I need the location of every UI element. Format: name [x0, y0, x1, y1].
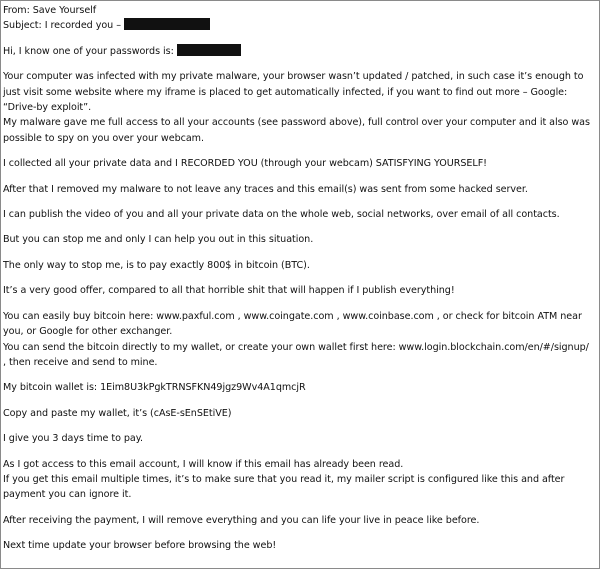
paragraph-deadline: I give you 3 days time to pay.: [3, 433, 144, 445]
paragraph-recorded: I collected all your private data and I RECORDED YOU (through your webcam) SATISFYING YOURSELF!: [3, 158, 487, 170]
paragraph-publish-threat: I can publish the video of you and all your private data on the whole web, social networks, over email of all contacts.: [3, 209, 560, 221]
paragraph-after-payment: After receiving the payment, I will remove everything and you can life your live in peace like before.: [3, 514, 480, 526]
paragraph-stop-me: But you can stop me and only I can help you out in this situation.: [3, 234, 314, 246]
from-text: From: Save Yourself: [3, 5, 97, 16]
paragraph-email-read: As I got access to this email account, I will know if this email has already been read.: [3, 458, 404, 470]
from-line: [3, 3, 593, 18]
paragraph-removed-malware: After that I removed my malware to not leave any traces and this email(s) was sent from some hacked server.: [3, 183, 528, 195]
greeting-line: [3, 44, 593, 59]
paragraph-good-offer: It’s a very good offer, compared to all that horrible shit that will happen if I publish everything!: [3, 285, 455, 297]
password-redaction-block: [177, 44, 241, 56]
paragraph-payment-amount: The only way to stop me, is to pay exactly 800$ in bitcoin (BTC).: [3, 259, 310, 271]
subject-text: Subject: I recorded you –: [3, 20, 121, 32]
paragraph-wallet-address: My bitcoin wallet is: 1Eim8U3kPgkTRNSFKN49jgz9Wv4A1qmcjR: [3, 382, 306, 394]
subject-redaction-block: [124, 18, 210, 30]
paragraph-buy-bitcoin: You can easily buy bitcoin here: www.paxful.com , www.coingate.com , www.coinbase.com , or check for bitcoin ATM near you, or Google for other exchanger.: [3, 310, 582, 338]
paragraph-infection: Your computer was infected with my private malware, your browser wasn’t updated / patched, in such case it’s enough to just visit some website where my iframe is placed to get automatically infected, if you want to find out more – Google: “Drive-by exploit”.: [3, 71, 584, 114]
paragraph-malware-access: My malware gave me full access to all your accounts (see password above), full control over your computer and it also was possible to spy on you over your webcam.: [3, 117, 590, 144]
paragraph-send-bitcoin: You can send the bitcoin directly to my wallet, or create your own wallet first here: www.login.blockchain.com/en/#/signup/ , then receive and send to mine.: [3, 341, 589, 368]
paragraph-multiple-times: If you get this email multiple times, it’s to make sure that you read it, my mailer script is configured like this and after payment you can ignore it.: [3, 473, 565, 501]
paragraph-copy-wallet: Copy and paste my wallet, it’s (cAsE-sEnSEtiVE): [3, 407, 232, 419]
greeting-text: Hi, I know one of your passwords is:: [3, 45, 174, 57]
paragraph-update-browser: Next time update your browser before browsing the web!: [3, 540, 277, 552]
subject-line: [3, 18, 593, 33]
